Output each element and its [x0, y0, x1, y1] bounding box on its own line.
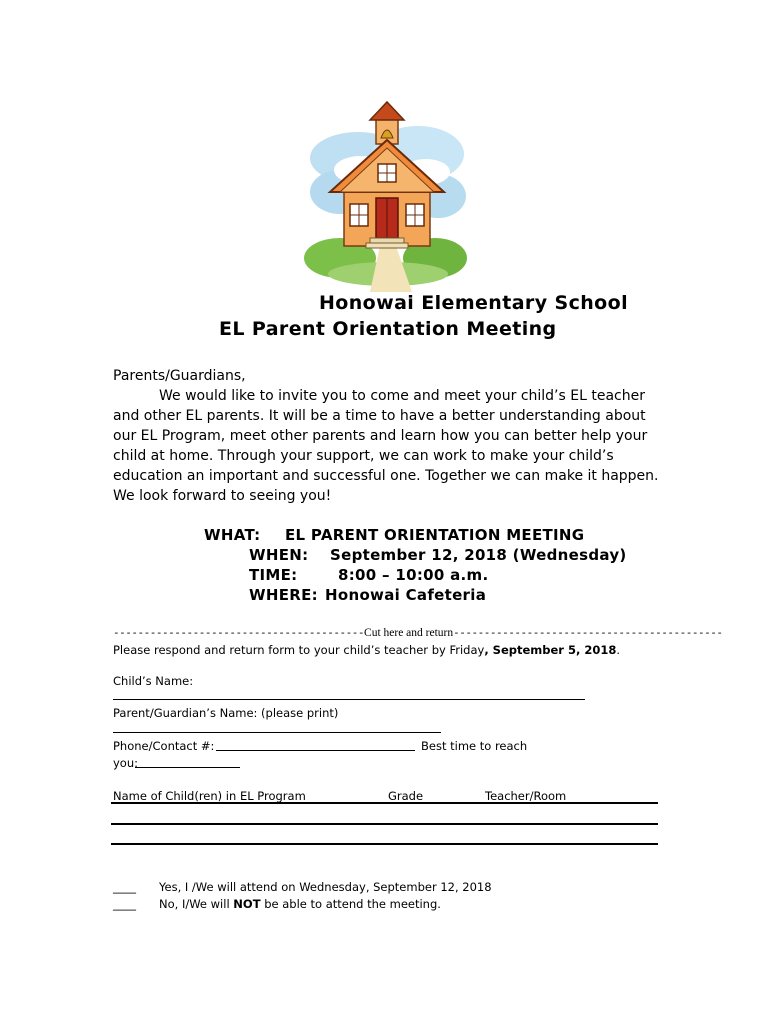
child-name-label: Child’s Name: [113, 674, 194, 688]
letter-line: our EL Program, meet other parents and learn how you can better help your [113, 428, 648, 444]
return-instruction: Please respond and return form to your child’s teacher by Friday, September 5, 2018. [113, 643, 621, 657]
attend-no-emphasis: NOT [233, 897, 261, 911]
best-time-label-cont: you: [113, 756, 139, 770]
table-header-grade: Grade [388, 789, 424, 803]
guardian-name-field[interactable] [113, 732, 441, 733]
phone-field[interactable] [216, 750, 415, 751]
school-name: Honowai Elementary School [319, 292, 628, 314]
what-label: WHAT: [204, 526, 261, 544]
cut-dashes-right: -------------------------------------------- [453, 626, 723, 639]
best-time-label: Best time to reach [421, 739, 528, 753]
table-header-child-name: Name of Child(ren) in EL Program [113, 789, 306, 803]
phone-label: Phone/Contact #: [113, 739, 215, 753]
attend-yes-text: Yes, I /We will attend on Wednesday, September 12, 2018 [159, 880, 492, 894]
table-row[interactable] [111, 843, 658, 845]
letter-line: We look forward to seeing you! [113, 488, 332, 504]
where-value: Honowai Cafeteria [325, 586, 487, 604]
what-value: EL PARENT ORIENTATION MEETING [285, 526, 585, 544]
table-row[interactable] [111, 823, 658, 825]
time-label: TIME: [249, 566, 298, 584]
schoolhouse-icon [300, 96, 470, 292]
letter-line: education an important and successful one. Together we can make it happen. [113, 468, 659, 484]
meeting-title: EL Parent Orientation Meeting [219, 318, 557, 340]
table-row [111, 802, 658, 804]
when-value: September 12, 2018 (Wednesday) [330, 546, 627, 564]
best-time-field[interactable] [135, 767, 240, 768]
attend-yes-blank[interactable]: ____ [113, 880, 136, 894]
cut-label: Cut here and return [364, 627, 454, 639]
attend-no-blank[interactable]: ____ [113, 897, 136, 911]
table-header-teacher-room: Teacher/Room [485, 789, 567, 803]
when-label: WHEN: [249, 546, 309, 564]
letter-line: and other EL parents. It will be a time to have a better understanding about [113, 408, 646, 424]
child-name-field[interactable] [113, 699, 585, 700]
cut-line [113, 626, 723, 639]
time-value: 8:00 – 10:00 a.m. [338, 566, 489, 584]
return-deadline: , September 5, 2018 [484, 643, 617, 657]
guardian-name-label: Parent/Guardian’s Name: (please print) [113, 706, 339, 720]
letter-line: child at home. Through your support, we can work to make your child’s [113, 448, 614, 464]
cut-dashes-left: ----------------------------------------- [113, 626, 365, 639]
where-label: WHERE: [249, 586, 318, 604]
letter-line: We would like to invite you to come and meet your child’s EL teacher [159, 388, 645, 404]
salutation: Parents/Guardians, [113, 368, 246, 384]
attend-no-text: No, I/We will NOT be able to attend the meeting. [159, 897, 441, 911]
